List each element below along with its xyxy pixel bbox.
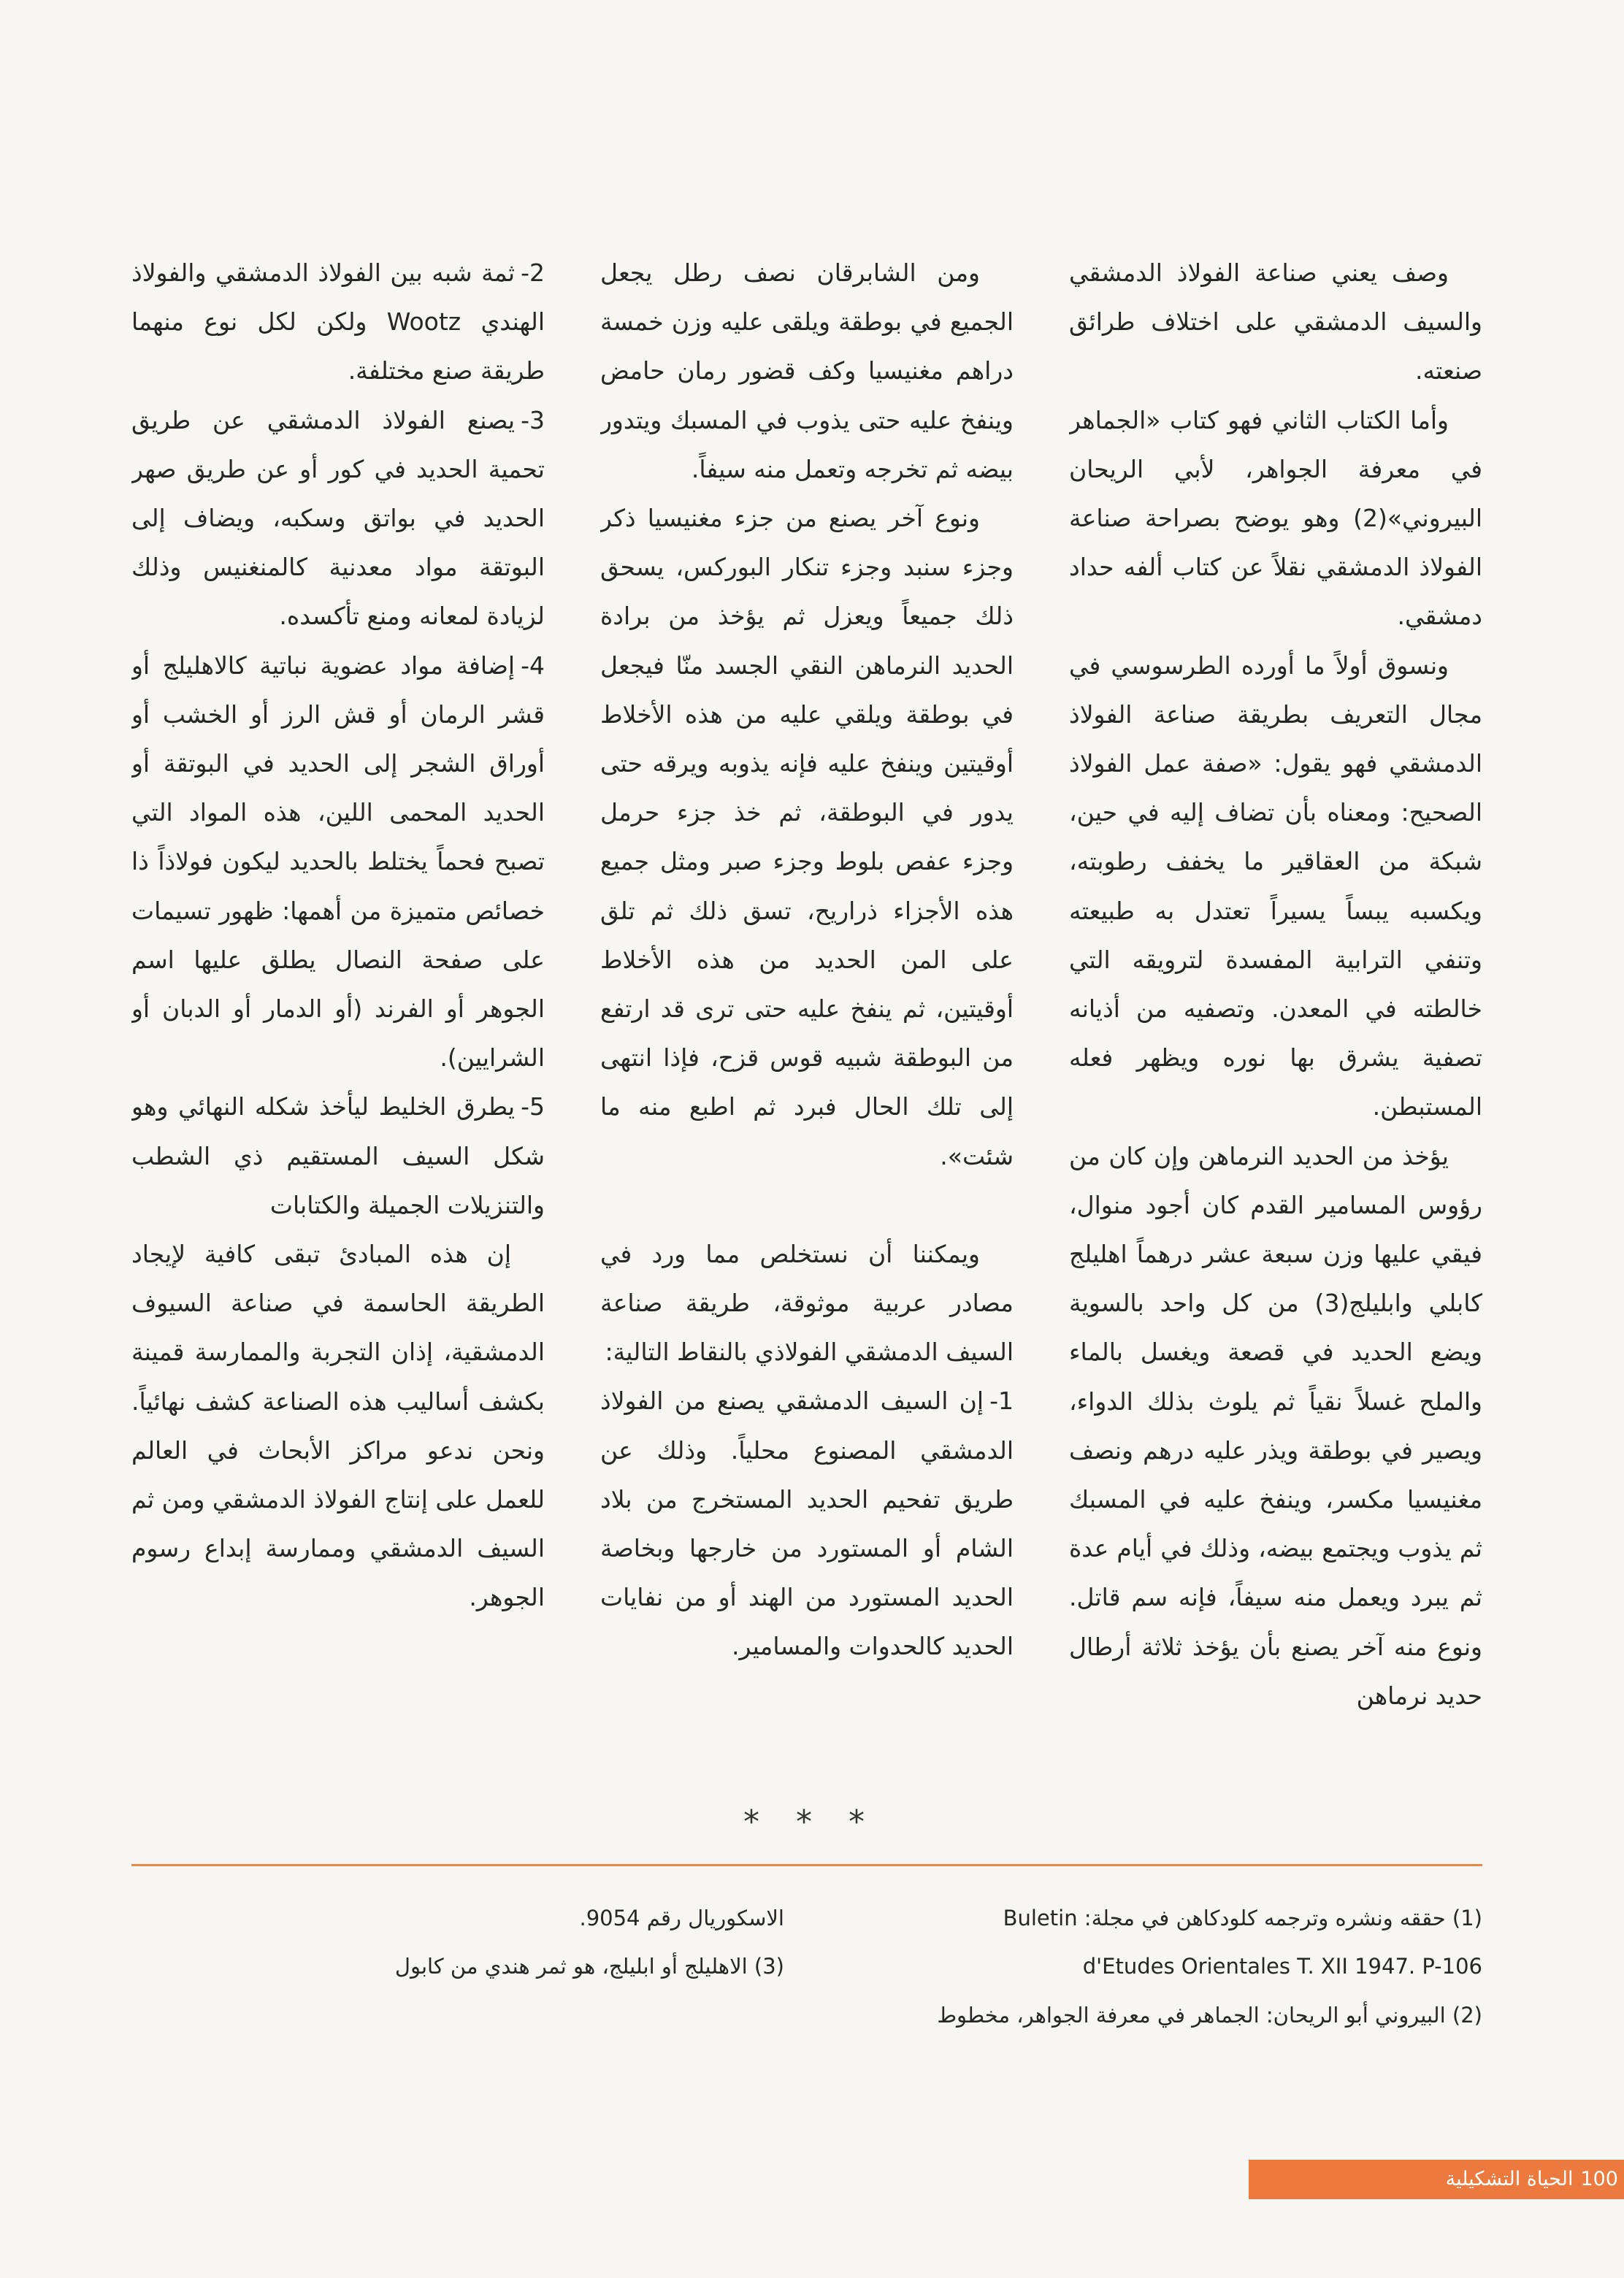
list-item-3 — [131, 396, 545, 641]
paragraph: ويمكننا أن نستخلص مما ورد في مصادر عربية موثوقة، طريقة صناعة السيف الدمشقي الفولاذي بالنقاط التالية: — [600, 1239, 1014, 1367]
paragraph: إن هذه المبادئ تبقى كافية لإيجاد الطريقة الحاسمة في صناعة السيوف الدمشقية، إذان التجربة والممارسة قمينة بكشف أساليب هذه الصناعة كشف نهائياً. ونحن ندعو مراكز الأبحاث في العالم للعمل على إنتاج الفولاذ الدمشقي ومن ثم السيف الدمشقي وممارسة إبداع رسوم الجوهر. — [131, 1240, 545, 1612]
list-item-text: إضافة مواد عضوية نباتية كالاهليلج أو قشر الرمان أو قش الرز أو الخشب أو أوراق الشجر إلى الحديد في البوتقة أو الحديد المحمى اللين، هذه المواد التي تصبح فحماً يختلط بالحديد ليكون فولاذاً ذا خصائص متميزة من أهمها: ظهور تسيمات على صفحة النصال يطلق عليها اسم الجوهر أو الفرند (أو الدمار أو الدبان أو الشرايين). — [131, 651, 545, 1073]
list-number: 2- — [521, 258, 545, 287]
list-number: 3- — [521, 405, 545, 434]
footnote-latin: Buletin — [1003, 1906, 1078, 1930]
section-separator: * * * — [743, 1803, 878, 1841]
footnote-latin: d'Etudes Orientales T. XII 1947. P-106 — [1082, 1954, 1482, 1979]
list-number: 1- — [989, 1387, 1014, 1416]
list-item-text: إن السيف الدمشقي يصنع من الفولاذ الدمشقي المصنوع محلياً. وذلك عن طريق تفحيم الحديد المستخرج من بلاد الشام أو المستورد من خارجها وبخاصة الحديد المستورد من الهند أو من نفايات الحديد كالحدوات والمسامير. — [600, 1387, 1014, 1661]
footnote-2: (2) البيروني أبو الريحان: الجماهر في معرفة الجواهر، مخطوط — [937, 2003, 1482, 2028]
text-column-middle — [600, 248, 1014, 1796]
footnote-divider — [131, 1864, 1482, 1866]
list-item-5 — [131, 1082, 545, 1230]
paragraph: وأما الكتاب الثاني فهو كتاب «الجماهر في معرفة الجواهر، لأبي الريحان البيروني»(2) وهو يوضح بصراحة صناعة الفولاذ الدمشقي نقلاً عن كتاب ألفه حداد دمشقي. — [1069, 405, 1482, 631]
footnote-text: (1) حققه ونشره وترجمه كلودكاهن في مجلة: — [1084, 1906, 1482, 1930]
list-item-text: يطرق الخليط ليأخذ شكله النهائي وهو شكل السيف المستقيم ذي الشطب والتنزيلات الجميلة والكتابات — [131, 1092, 545, 1219]
paragraph: ونسوق أولاً ما أورده الطرسوسي في مجال التعريف بطريقة صناعة الفولاذ الدمشقي فهو يقول: «صفة عمل الفولاذ الصحيح: ومعناه بأن تضاف إليه في حين، شبكة من العقاقير ما يخفف رطوبته، ويكسبه يبساً يسيراً تعتدل به طبيعته وتنفي الترابية المفسدة لترويقه التي خالطته في المعدن. وتصفيه من أذيانه تصفية يشرق بها نوره ويظهر فعله المستبطن. — [1069, 651, 1482, 1121]
list-number: 5- — [521, 1092, 545, 1121]
footnote-1 — [1003, 1894, 1482, 1990]
list-number: 4- — [521, 651, 545, 680]
paragraph: ومن الشابرقان نصف رطل يجعل الجميع في بوطقة ويلقى عليه وزن خمسة دراهم مغنيسيا وكف قضور رمان حامض وينفخ عليه حتى يذوب في المسبك ويتدور بيضه ثم تخرجه وتعمل منه سيفاً. — [600, 258, 1014, 483]
list-item-text: يصنع الفولاذ الدمشقي عن طريق تحمية الحديد في كور أو عن طريق صهر الحديد في بواتق وسكبه، ويضاف إلى البوتقة مواد معدنية كالمنغنيس وذلك لزيادة لمعانه ومنع تأكسده. — [131, 405, 545, 631]
paragraph: يؤخذ من الحديد النرماهن وإن كان من رؤوس المسامير القدم كان أجود منوال، فيقي عليها وزن سبعة عشر درهماً اهليلج كابلي وابليلج(3) من كل واحد بالسوية ويضع الحديد في قصعة ويغسل بالماء والملح غسلاً نقياً ثم يلوث بذلك الدواء، ويصير في بوطقة ويذر عليه درهم ونصف مغنيسيا مكسر، وينفخ عليه في المسبك ثم يذوب ويجتمع بيضه، وذلك في أيام عدة ثم يبرد ويعمل منه سيفاً، فإنه سم قاتل. ونوع منه آخر يصنع بأن يؤخذ ثلاثة أرطال حديد نرماهن — [1069, 1141, 1482, 1710]
paragraph: ونوع آخر يصنع من جزء مغنيسيا ذكر وجزء سنبد وجزء تنكار البوركس، يسحق ذلك جميعاً ويعزل ثم يؤخذ من برادة الحديد النرماهن النقي الجسد منّا فيجعل في بوطقة ويلقي عليه من هذه الأخلاط أوقيتين وينفخ عليه فإنه يذوبه ويرقه حتى يدور في البوطقة، ثم خذ جزء حرمل وجزء عفص بلوط وجزء صبر ومثل جميع هذه الأجزاء ذراريح، تسق ذلك ثم تلق على المن الحديد من هذه الأخلاط أوقيتين، ثم ينفخ عليه حتى ترى قد ارتفع من البوطقة شبيه قوس قزح، فإذا انتهى إلى تلك الحال فبرد ثم اطبع منه ما شئت». — [600, 504, 1014, 1170]
list-item-2 — [131, 248, 545, 396]
footnote-3: (3) الاهليلج أو ابليلج، هو ثمر هندي من كابول — [394, 1954, 784, 1979]
list-item-text: ثمة شبه بين الفولاذ الدمشقي والفولاذ الهندي Wootz ولكن لكل نوع منهما طريقة صنع مختلفة. — [131, 258, 545, 386]
paragraph: وصف يعني صناعة الفولاذ الدمشقي والسيف الدمشقي على اختلاف طرائق صنعته. — [1069, 258, 1482, 386]
text-column-right — [1069, 248, 1482, 1796]
page-number: 100 — [1580, 2168, 1618, 2190]
magazine-name: الحياة التشكيلية — [1445, 2168, 1574, 2190]
text-column-left — [131, 248, 545, 1796]
list-item-1 — [600, 1376, 1014, 1671]
page-footer — [1249, 2160, 1624, 2199]
footnote-2-continued: الاسكوريال رقم 9054. — [579, 1906, 784, 1930]
list-item-4 — [131, 641, 545, 1083]
